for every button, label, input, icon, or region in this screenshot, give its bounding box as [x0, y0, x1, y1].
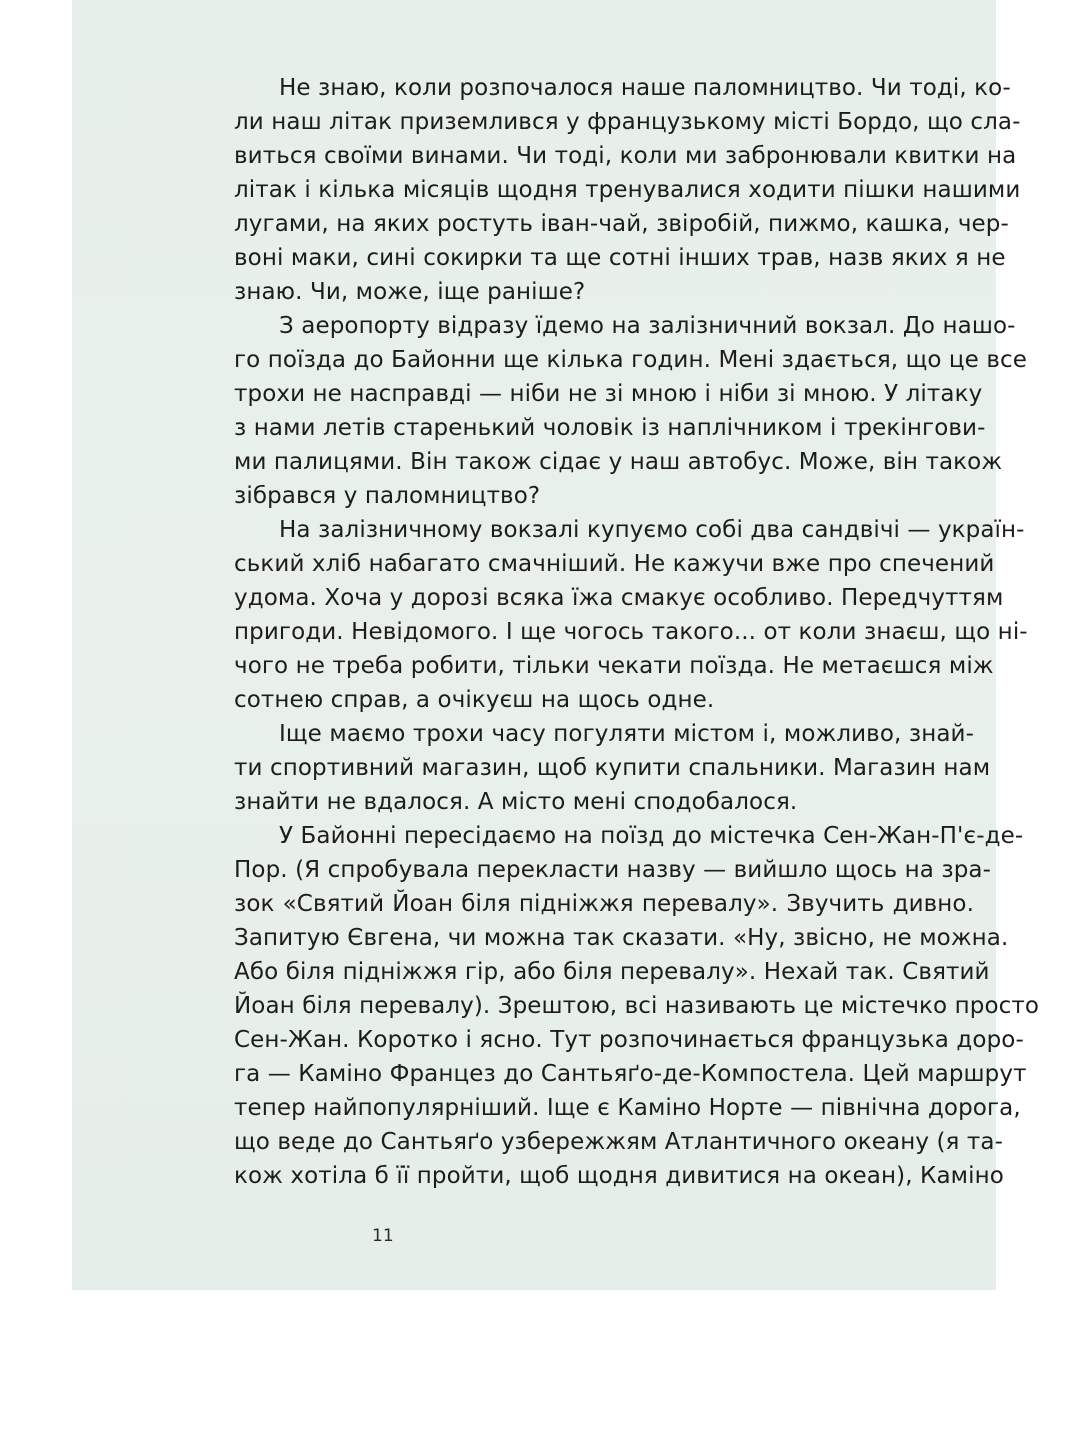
text-line: зібрався у паломництво? [234, 483, 541, 509]
text-line: що веде до Сантьяґо узбережжям Атлантичного океану (я та- [234, 1129, 1003, 1155]
text-line: га — Каміно Францез до Сантьяґо-де-Компостела. Цей маршрут [234, 1061, 1027, 1087]
text-line: зок «Святий Йоан біля підніжжя перевалу». Звучить дивно. [234, 891, 974, 917]
text-line: удома. Хоча у дорозі всяка їжа смакує особливо. Передчуттям [234, 585, 1004, 611]
text-line: лугами, на яких ростуть іван-чай, звіробій, пижмо, кашка, чер- [234, 211, 1009, 237]
text-line: чого не треба робити, тільки чекати поїзда. Не метаєшся між [234, 653, 994, 679]
text-line: сотнею справ, а очікуєш на щось одне. [234, 687, 715, 713]
book-page [72, 0, 1040, 1290]
text-line: пригоди. Невідомого. І ще чогось такого... от коли знаєш, що ні- [234, 619, 1028, 645]
text-line: Йоан біля перевалу). Зрештою, всі називають це містечко просто [234, 993, 1040, 1019]
text-line: з нами летів старенький чоловік із наплічником і трекінгови- [234, 415, 986, 441]
text-line: виться своїми винами. Чи тоді, коли ми забронювали квитки на [234, 143, 1017, 169]
text-line: ми палицями. Він також сідає у наш автобус. Може, він також [234, 449, 1003, 475]
text-line: Сен-Жан. Коротко і ясно. Тут розпочинається французька доро- [234, 1027, 1024, 1053]
text-line: тепер найпопулярніший. Іще є Каміно Норте — північна дорога, [234, 1095, 1021, 1121]
text-line: ський хліб набагато смачніший. Не кажучи вже про спечений [234, 551, 995, 577]
text-line: літак і кілька місяців щодня тренувалися ходити пішки нашими [234, 177, 1021, 203]
text-line: ти спортивний магазин, щоб купити спальники. Магазин нам [234, 755, 991, 781]
text-line: На залізничному вокзалі купуємо собі два сандвічі — україн- [279, 517, 1025, 543]
text-line: Пор. (Я спробувала перекласти назву — вийшло щось на зра- [234, 857, 992, 883]
text-line: кож хотіла б її пройти, щоб щодня дивитися на океан), Каміно [234, 1163, 1004, 1189]
text-line: У Байонні пересідаємо на поїзд до містечка Сен-Жан-П'є-де- [279, 823, 1024, 849]
text-line: З аеропорту відразу їдемо на залізничний вокзал. До нашо- [279, 313, 1016, 339]
text-line: воні маки, сині сокирки та ще сотні інших трав, назв яких я не [234, 245, 1006, 271]
text-line: го поїзда до Байонни ще кілька годин. Мені здається, що це все [234, 347, 1027, 373]
text-line: Іще маємо трохи часу погуляти містом і, можливо, знай- [279, 721, 974, 747]
text-line: знаю. Чи, може, іще раніше? [234, 279, 586, 305]
text-line: Не знаю, коли розпочалося наше паломництво. Чи тоді, ко- [279, 75, 1011, 101]
text-line: трохи не насправді — ніби не зі мною і ніби зі мною. У літаку [234, 381, 983, 407]
text-line: Запитую Євгена, чи можна так сказати. «Ну, звісно, не можна. [234, 925, 1009, 951]
text-line: знайти не вдалося. А місто мені сподобалося. [234, 789, 798, 815]
text-line: ли наш літак приземлився у французькому місті Бордо, що сла- [234, 109, 1021, 135]
text-line: Або біля підніжжя гір, або біля перевалу». Нехай так. Святий [234, 959, 990, 985]
page-number: 11 [372, 1226, 394, 1246]
